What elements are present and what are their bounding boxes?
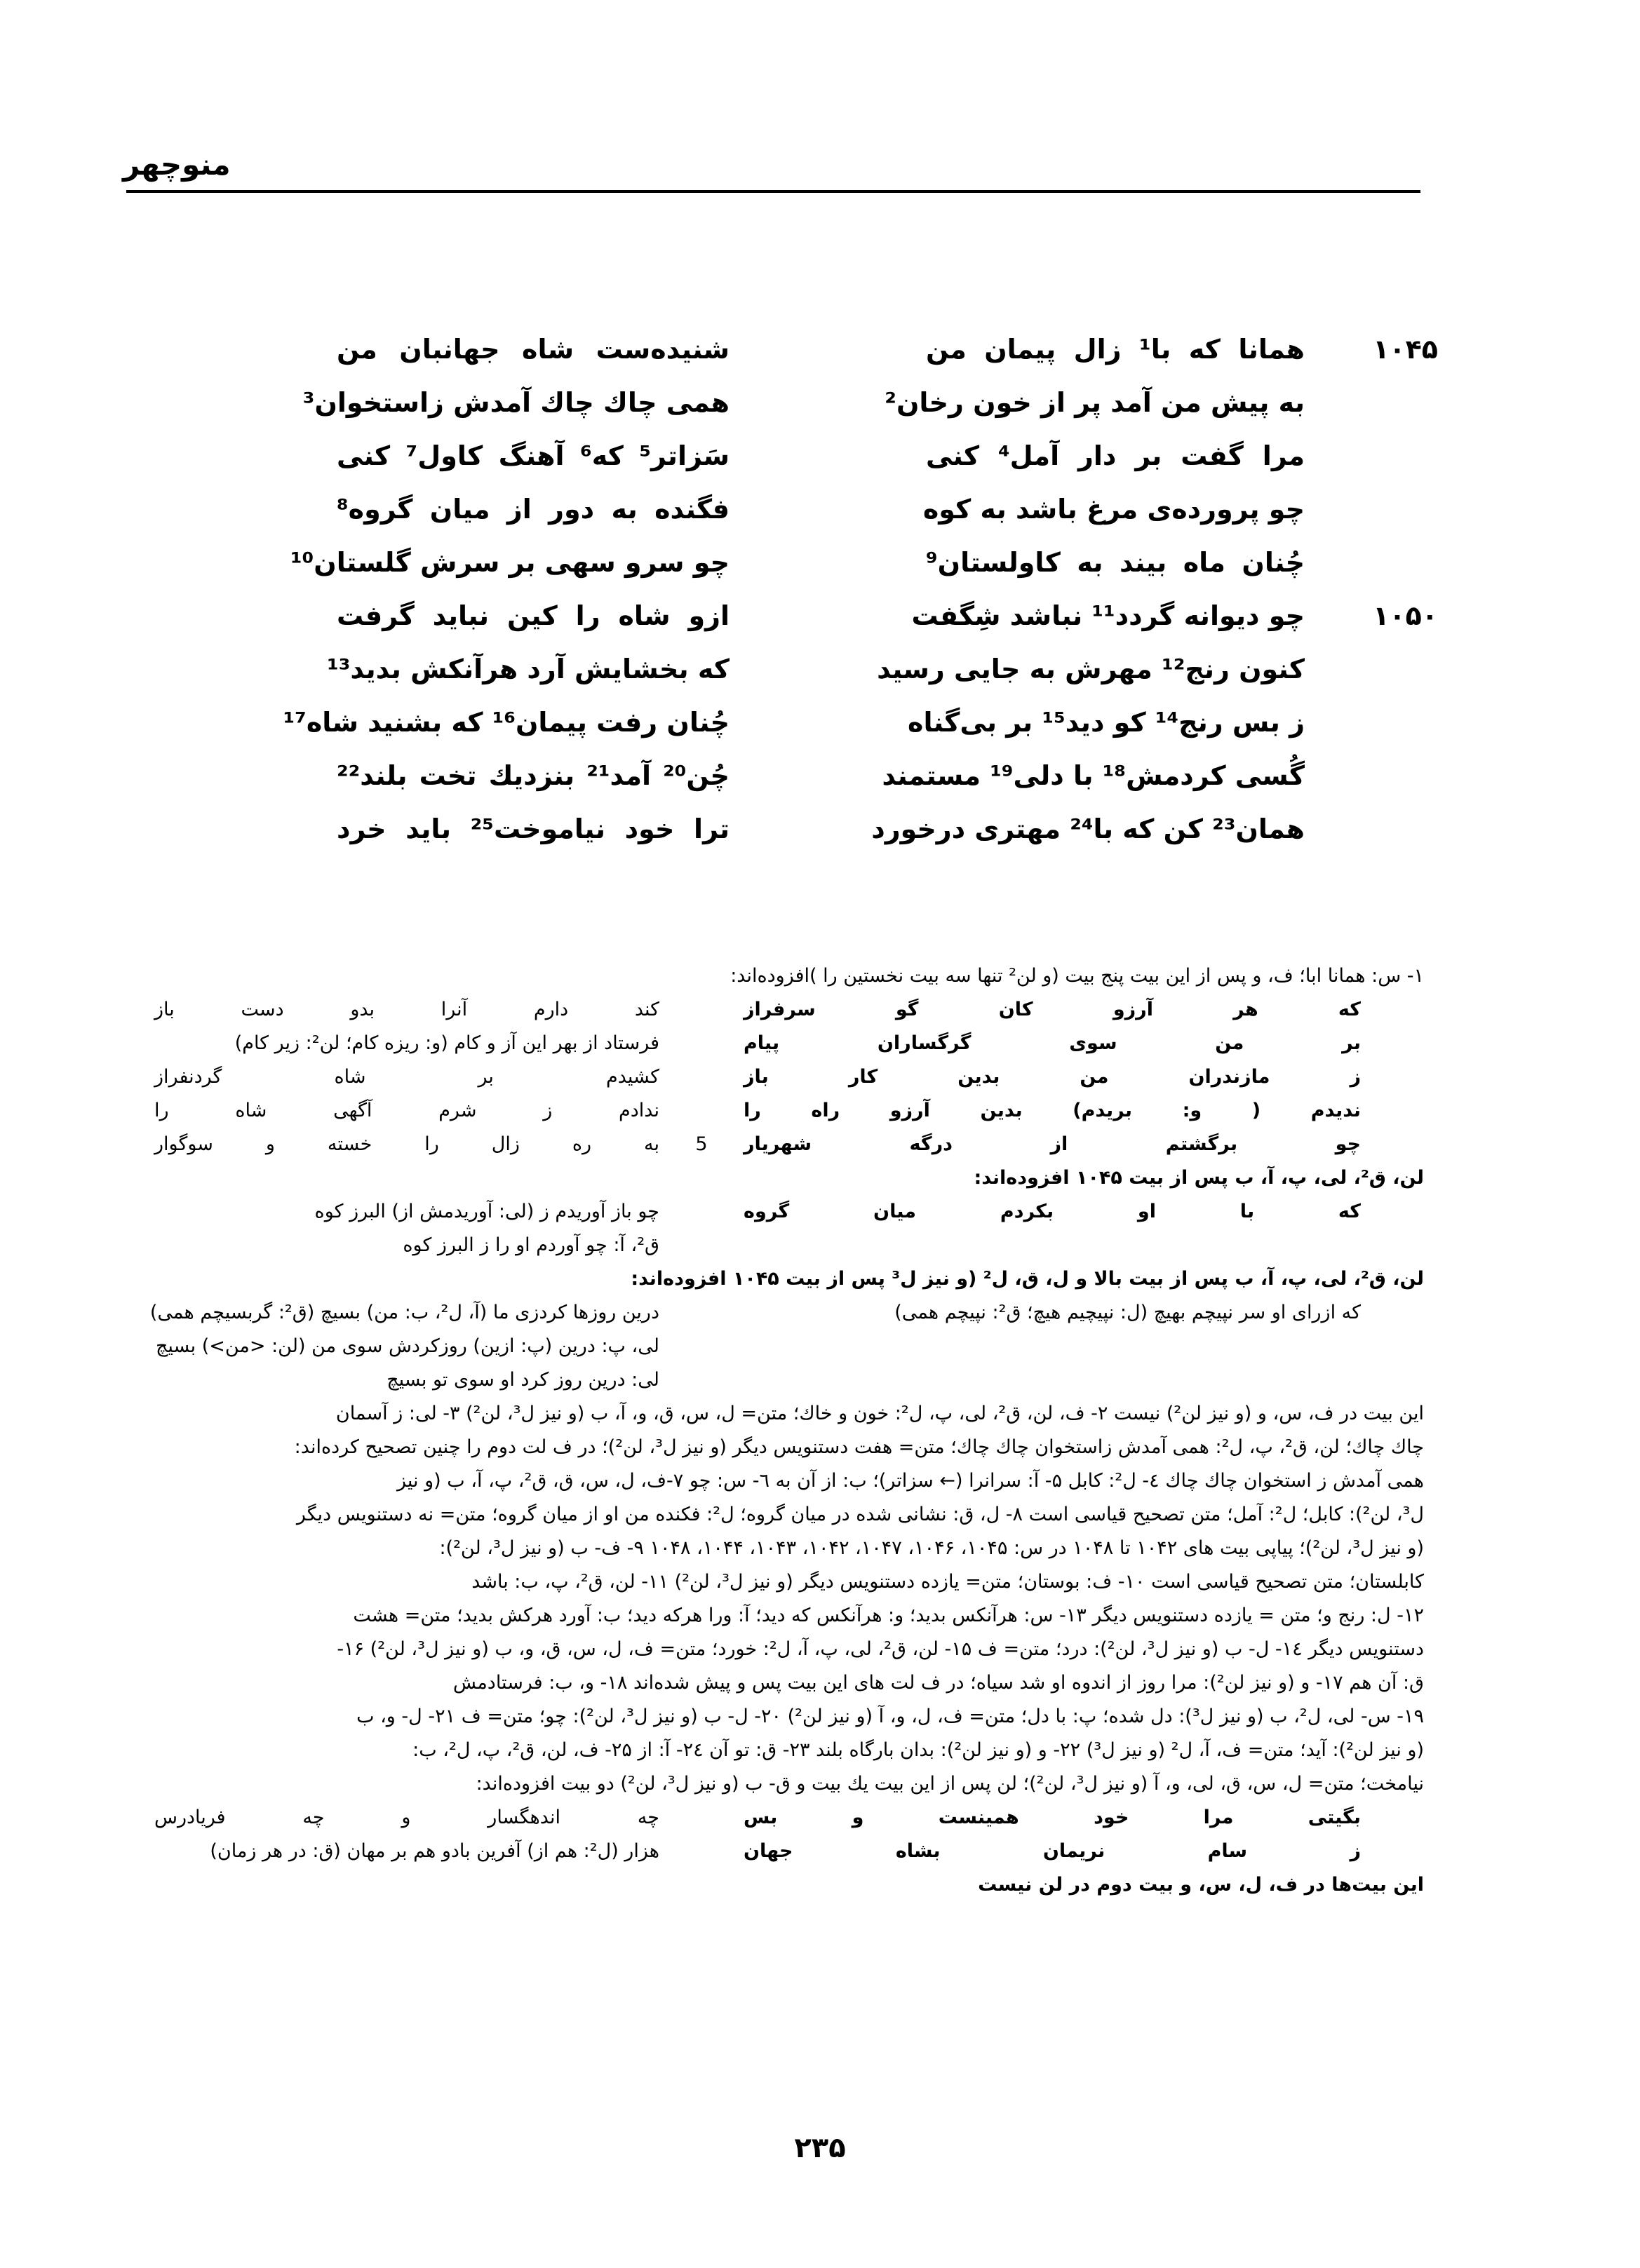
hemistich-right: ز بس رنج¹⁴ کو دید¹⁵ بر بی‌گناه xyxy=(908,707,1305,738)
footnote-hemistich-left: چه اندهگسار و چه فریادرس xyxy=(154,1807,659,1828)
footnote-hemistich-left: چو باز آوریدم ز (لی: آوریدمش از) البرز کوه xyxy=(314,1201,659,1222)
hemistich-left: ازو شاه را کین نباید گرفت xyxy=(337,600,730,631)
footnote-hemistich-left: هزار (ل²: هم از) آفرین بادو هم بر مهان (ق: در هر زمان) xyxy=(210,1840,659,1862)
footnote-1-intro: ۱- س: همانا ابا؛ ف، و پس از این بیت پنج بیت (و لن² تنها سه بیت نخستین را )افزوده‌اند: xyxy=(730,965,1424,987)
footnote-hemistich-right: که هر آرزو کان گو سرفراز xyxy=(744,999,1361,1020)
footnote-hemistich-left: فرستاد از بهر این آز و کام (و: ریزه کام؛ لن²: زیر کام) xyxy=(234,1032,659,1054)
footnote-verse xyxy=(123,1027,1424,1060)
footnote-verse xyxy=(123,1296,1424,1330)
footnote-verse xyxy=(123,1094,1424,1128)
footnote-hemistich-right: که ازرای او سر نپیچم بهیچ (ل: نپیچیم هیچ؛ ق²: نپیچم همی) xyxy=(894,1302,1361,1323)
footnote-verse-number: 5 xyxy=(695,1133,708,1155)
verse-row xyxy=(231,482,1438,536)
page-number: ۲۳۵ xyxy=(794,2132,846,2164)
verse-row xyxy=(231,323,1438,376)
footnote-variant xyxy=(123,1330,1424,1363)
footnote-verse xyxy=(123,1835,1424,1868)
footnote-hemistich-left: کشیدم بر شاه گردنفراز xyxy=(154,1066,659,1088)
footnote-paragraph-line: دستنویس دیگر ١٤- ل- ب (و نیز ل³، لن²): درد؛ متن= ف ۱۵- لن، ق²، لی، پ، آ، ل²: خورد؛ متن= ف، ل، س، ق، و، ب (و نیز ل³، لن²) ۱۶- xyxy=(337,1638,1424,1660)
verse-row xyxy=(231,642,1438,696)
footnote-paragraph-line: ۱۲- ل: رنج و؛ متن = یازده دستنویس دیگر ۱۳- س: هرآنکس بدید؛ و: هرآنکس که دید؛ آ: ورا هرکه دید؛ ب: آورد هرکش بدید؛ متن= هشت xyxy=(353,1605,1424,1626)
footnote-verse xyxy=(123,1128,1424,1161)
footnote-variant xyxy=(123,1363,1424,1397)
hemistich-right: همانا که با¹ زال پیمان من xyxy=(926,334,1305,365)
footnotes xyxy=(123,959,1424,1902)
footnote-paragraph-line: ل³، لن²): کابل؛ ل²: آمل؛ متن تصحیح قیاسی است ۸- ل، ق: نشانی شده در میان گروه؛ ل²: فکنده من او از میان گروه؛ متن= نه دستنویس دیگر xyxy=(296,1504,1424,1525)
verse-number: ۱۰۴۵ xyxy=(1373,334,1438,365)
footnote-variant-text: لی، پ: درین (پ: ازین) روزکردش سوی من (لن: <من>) بسیچ xyxy=(155,1335,659,1357)
footnote-hemistich-right: ندیدم ( و: بریدم) بدین آرزو راه را xyxy=(744,1100,1361,1121)
footnote-hemistich-right: ز سام نریمان بشاه جهان xyxy=(744,1840,1361,1862)
footnote-hemistich-right: ز مازندران من بدین کار باز xyxy=(744,1066,1361,1088)
poem-verses xyxy=(231,323,1438,856)
hemistich-left: چُنان رفت پیمان¹⁶ که بشنید شاه¹⁷ xyxy=(283,707,730,738)
footnote-verse xyxy=(123,1801,1424,1835)
hemistich-left: ترا خود نیاموخت²⁵ باید خرد xyxy=(337,814,730,844)
hemistich-left: فگنده به دور از میان گروه⁸ xyxy=(337,494,730,525)
hemistich-right: گُسی کردمش¹⁸ با دلی¹⁹ مستمند xyxy=(882,760,1305,791)
footnote-hemistich-right: بر من سوی گرگساران پیام xyxy=(744,1032,1361,1054)
hemistich-right: چو دیوانه گردد¹¹ نباشد شِگفت xyxy=(911,600,1305,631)
hemistich-right: چُنان ماه بیند به کاولستان⁹ xyxy=(926,547,1305,578)
running-header-title: منوچهر xyxy=(123,147,231,182)
footnote-1-third-intro: لن، ق²، لی، پ، آ، ب پس از بیت بالا و ل، ق، ل² (و نیز ل³ پس از بیت ۱۰۴۵ افزوده‌اند: xyxy=(631,1268,1424,1290)
hemistich-right: به پیش من آمد پر از خون رخان² xyxy=(885,387,1305,418)
verse-row xyxy=(231,802,1438,856)
footnote-hemistich-right: چو برگشتم از درگه شهریار xyxy=(744,1133,1361,1155)
footnote-1-second-intro: لن، ق²، لی، پ، آ، ب پس از بیت ۱۰۴۵ افزوده‌اند: xyxy=(974,1167,1424,1189)
footnote-verse xyxy=(123,993,1424,1027)
footnote-paragraph-line: ق: آن هم ۱۷- و (و نیز لن²): مرا روز از اندوه او شد سیاه؛ در ف لت های این بیت پس و پیش شده‌اند ۱۸- و، ب: فرستادمش xyxy=(452,1672,1424,1694)
hemistich-right: مرا گفت بر دار آمل⁴ کنی xyxy=(926,440,1305,471)
header-rule xyxy=(126,190,1420,193)
footnote-paragraph-line: ۱۹- س- لی، ل²، ب (و نیز ل³): دل شده؛ پ: با دل؛ متن= ف، ل، و، آ (و نیز لن²) ۲۰- ل- ب (و نیز ل³، لن²): چو؛ متن= ف ۲۱- ل- و، ب xyxy=(356,1706,1424,1727)
footnote-hemistich-right: که با او بکردم میان گروه xyxy=(744,1201,1361,1222)
footnote-hemistich-right: بگیتی مرا خود همینست و بس xyxy=(744,1807,1361,1828)
footnote-hemistich-left: کند دارم آنرا بدو دست باز xyxy=(154,999,659,1020)
hemistich-left: همی چاك چاك آمدش زاستخوان³ xyxy=(302,387,730,418)
verse-row xyxy=(231,376,1438,429)
hemistich-left: شنیده‌ست شاه جهانبان من xyxy=(337,334,730,365)
hemistich-left: چُن²⁰ آمد²¹ بنزدیك تخت بلند²² xyxy=(337,760,730,791)
footnote-variant xyxy=(123,1229,1424,1262)
hemistich-left: که بخشایش آرد هرآنکش بدید¹³ xyxy=(327,654,730,684)
verse-row xyxy=(231,749,1438,802)
verse-row xyxy=(231,589,1438,642)
footnote-paragraph-line: (و نیز ل³، لن²)؛ پیاپی بیت های ۱۰۴۲ تا ۱۰۴۸ در س: ۱۰۴۵، ۱۰۴۶، ۱۰۴۷، ۱۰۴۲، ۱۰۴۳، ۱۰۴۴، ۱۰۴۸ ۹- ف- ب (و نیز ل³، لن²): xyxy=(439,1537,1424,1559)
footnote-variant-text: ق²، آ: چو آوردم او را ز البرز کوه xyxy=(403,1234,659,1256)
verse-row xyxy=(231,696,1438,749)
footnote-variant-text: لی: درین روز کرد او سوی تو بسیچ xyxy=(387,1369,659,1391)
hemistich-right: چو پرورده‌ی مرغ باشد به کوه xyxy=(922,494,1305,525)
hemistich-right: کنون رنج¹² مهرش به جایی رسید xyxy=(877,654,1305,684)
footnote-paragraph-line: کابلستان؛ متن تصحیح قیاسی است ۱۰- ف: بوستان؛ متن= یازده دستنویس دیگر (و نیز ل³، لن²) ۱۱- لن، ق²، پ، ب: باشد xyxy=(471,1571,1424,1593)
footnote-paragraph-line: چاك چاك؛ لن، ق²، پ، ل²: همی آمدش زاستخوان چاك چاك؛ متن= هفت دستنویس دیگر (و نیز ل³، لن²)؛ در ف لت دوم را چنین تصحیح کرده‌اند: xyxy=(294,1436,1424,1458)
footnote-hemistich-left: ندادم ز شرم آگهی شاه را xyxy=(154,1100,659,1121)
verse-row xyxy=(231,429,1438,482)
footnote-verse xyxy=(123,1060,1424,1094)
footnote-hemistich-left: به ره زال را خسته و سوگوار xyxy=(154,1133,659,1155)
verse-row xyxy=(231,536,1438,589)
verse-number: ۱۰۵۰ xyxy=(1373,600,1438,631)
hemistich-left: سَزاتر⁵ که⁶ آهنگ کاول⁷ کنی xyxy=(337,440,730,471)
footnote-verse xyxy=(123,1195,1424,1229)
footnote-paragraph-line: همی آمدش ز استخوان چاك چاك ٤- ل²: کابل ۵- آ: سرانرا (← سزاتر)؛ ب: از آن به ٦- س: چو ۷-ف، ل، س، ق، ق²، پ، آ، ب (و نیز xyxy=(396,1470,1424,1492)
footnote-paragraph-line: نیامخت؛ متن= ل، س، ق، لی، و، آ (و نیز ل³، لن²)؛ لن پس از این بیت یك بیت و ق- ب (و نیز ل³، لن²) دو بیت افزوده‌اند: xyxy=(476,1773,1424,1795)
footnote-closing: این بیت‌ها در ف، ل، س، و بیت دوم در لن نیست xyxy=(978,1874,1424,1896)
footnote-paragraph-line: این بیت در ف، س، و (و نیز لن²) نیست ۲- ف، لن، ق²، لی، پ، ل²: خون و خاك؛ متن= ل، س، ق، و، آ، ب (و نیز ل³، لن²) ۳- لی: ز آسمان xyxy=(335,1403,1424,1424)
footnote-hemistich-left: درین روزها کردزی ما (آ، ل²، ب: من) بسیچ (ق²: گربسیچم همی) xyxy=(149,1302,659,1323)
hemistich-right: همان²³ کن که با²⁴ مهتری درخورد xyxy=(871,814,1305,844)
hemistich-left: چو سرو سهی بر سرش گلستان¹⁰ xyxy=(290,547,730,578)
footnote-paragraph-line: (و نیز لن²): آید؛ متن= ف، آ، ل² (و نیز ل³) ۲۲- و (و نیز لن²): بدان بارگاه بلند ۲۳- ق: تو آن ٢٤- آ: از ۲۵- ف، لن، ق²، پ، ل²، ب: xyxy=(412,1739,1424,1761)
